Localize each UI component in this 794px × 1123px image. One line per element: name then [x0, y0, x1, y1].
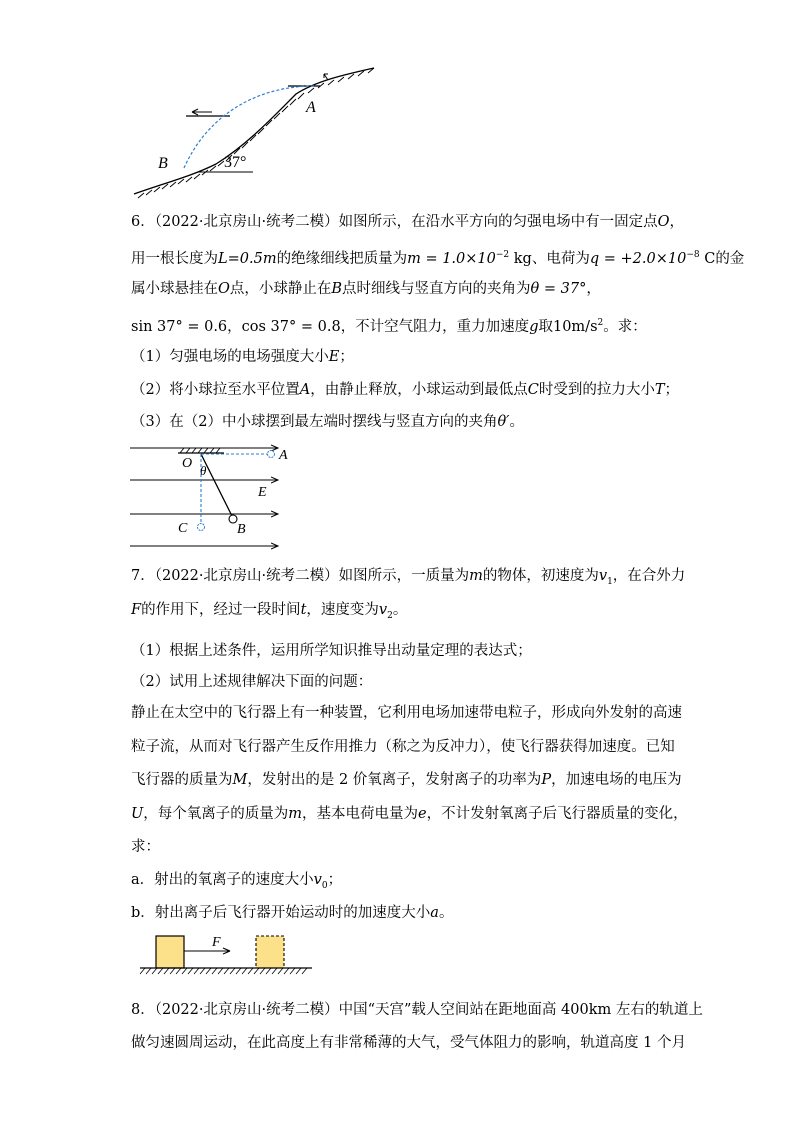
ball-b	[229, 515, 237, 523]
slope-surface	[134, 68, 374, 194]
q6-sub-3: （3）在（2）中小球摆到最左端时摆线与竖直方向的夹角θ′。	[131, 414, 524, 430]
block-dashed	[256, 936, 284, 968]
field-figure	[128, 440, 298, 556]
label-theta: θ	[200, 463, 207, 478]
block-figure	[136, 930, 316, 978]
ball-c	[198, 524, 205, 531]
ceiling-hatch	[180, 448, 220, 453]
q6-line-4: sin 37° = 0.6，cos 37° = 0.8，不计空气阻力，重力加速度g取$10m/s^2$。求：	[131, 318, 647, 335]
ground-hatch	[140, 968, 307, 974]
label-e: E	[258, 485, 267, 500]
q6-line-1: 6．（2022·北京房山·统考二模）如图所示，在沿水平方向的匀强电场中有一固定点O，	[131, 214, 684, 230]
q7-para-2: 粒子流，从而对飞行器产生反作用推力（称之为反冲力），使飞行器获得加速度。已知	[131, 739, 675, 755]
q8-line-1: 8．（2022·北京房山·统考二模）中国“天宫”载人空间站在距地面高 400km 左右的轨道上	[131, 1002, 703, 1018]
label-a: A	[306, 99, 316, 116]
label-o: O	[182, 456, 193, 471]
q7-para-4: U，每个氧离子的质量为m，基本电荷电量为e，不计发射氧离子后飞行器质量的变化，	[131, 806, 688, 822]
angle-label: 37°	[224, 154, 247, 171]
q7-line-1: 7．（2022·北京房山·统考二模）如图所示，一质量为m的物体，初速度为$v_1$，在合外力	[131, 568, 686, 587]
arrow-left	[192, 109, 212, 115]
label-b: B	[158, 155, 168, 172]
q7-para-5: 求：	[131, 839, 160, 855]
q7-para-3: 飞行器的质量为M，发射出的是 2 价氧离子，发射离子的功率为P，加速电场的电压为	[131, 772, 682, 788]
q6-sub-2: （2）将小球拉至水平位置A，由静止释放，小球运动到最低点C时受到的拉力大小T；	[131, 382, 679, 398]
q7-sub-2: （2）试用上述规律解决下面的问题：	[131, 674, 373, 690]
block-solid	[156, 936, 184, 968]
q7-sub-1: （1）根据上述条件，运用所学知识推导出动量定理的表达式；	[131, 643, 532, 659]
q7-item-a: a．射出的氧离子的速度大小$v_0$；	[131, 872, 343, 891]
label-f: F	[212, 935, 221, 950]
q6-line-3: 属小球悬挂在O点，小球静止在B点时细线与竖直方向的夹角为θ = 37°，	[131, 281, 601, 297]
q6-line-2: 用一根长度为L=0.5m的绝缘细线把质量为$m = 1.0\times 10^{-2}$ kg、电荷为$q = +2.0\times 10^{-8}$ C的金	[131, 250, 745, 267]
q7-line-2: F的作用下，经过一段时间t，速度变为$v_2$。	[131, 602, 408, 621]
q7-item-b: b．射出离子后飞行器开始运动时的加速度大小a。	[131, 905, 454, 921]
q6-sub-1: （1）匀强电场的电场强度大小E；	[131, 349, 354, 365]
q8-line-2: 做匀速圆周运动，在此高度上有非常稀薄的大气，受气体阻力的影响，轨道高度 1 个月	[131, 1035, 686, 1051]
q7-para-1: 静止在太空中的飞行器上有一种装置，它利用电场加速带电粒子，形成向外发射的高速	[131, 705, 682, 721]
label-a: A	[279, 448, 288, 463]
label-c: C	[178, 521, 188, 536]
arrow-up	[324, 74, 328, 80]
slope-figure	[128, 64, 388, 200]
ball-a	[268, 451, 275, 458]
trajectory	[184, 86, 314, 168]
label-b: B	[237, 522, 246, 537]
